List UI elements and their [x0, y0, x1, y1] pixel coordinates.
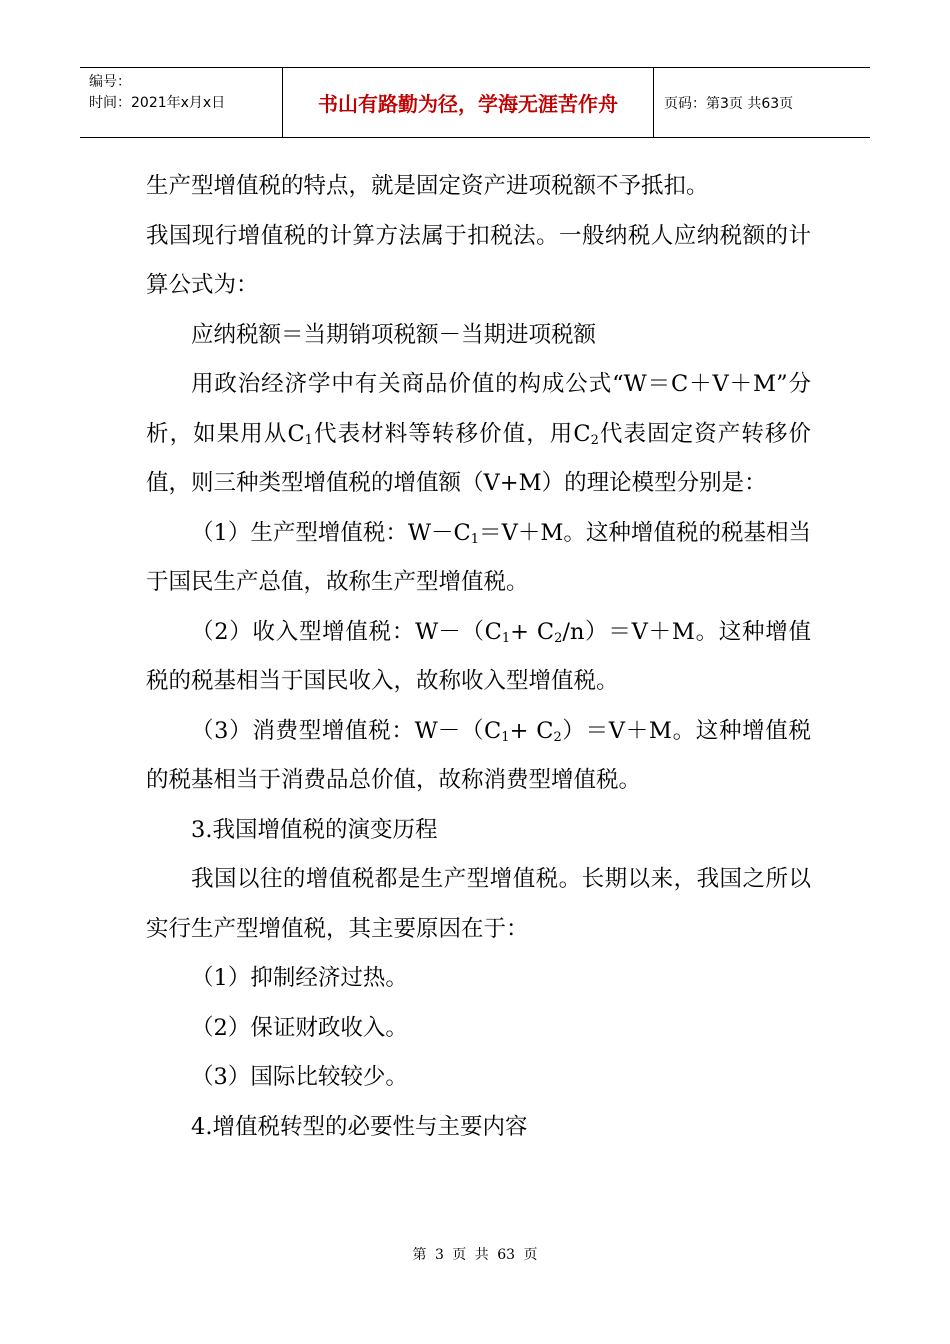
subscript: 2	[590, 432, 599, 448]
paragraph: 我国以往的增值税都是生产型增值税。长期以来，我国之所以实行生产型增值税，其主要原因在于：	[146, 866, 811, 942]
text-run: 代表材料等转移价值，用C	[312, 420, 591, 447]
header-meta	[80, 68, 282, 137]
list-item: （1）抑制经济过热。	[191, 965, 408, 991]
subscript: 1	[501, 729, 510, 745]
document-time-label: 时间：2021年x月x日	[89, 95, 226, 111]
paragraph	[146, 509, 811, 608]
text-run: 用政治经济学中有关商品价值的构成公式“W＝C＋V＋M”分析，如果用从C	[146, 371, 811, 447]
section-heading: 4.增值税转型的必要性与主要内容	[191, 1113, 528, 1140]
list-item: （2）保证财政收入。	[191, 1014, 408, 1041]
text-run: （1）生产型增值税：W－C	[191, 519, 471, 546]
text-run: （3）消费型增值税：W－（C	[191, 717, 502, 744]
text-run: ）＝V＋M。这种增值税的税基相当于消费品总价值，故称消费型增值税。	[146, 717, 811, 793]
text-run: （2）收入型增值税：W－（C	[191, 618, 502, 645]
subscript: 1	[304, 432, 313, 448]
subscript: 2	[553, 729, 562, 745]
paragraph	[146, 360, 811, 509]
paragraph	[146, 707, 811, 806]
text-run: + C	[510, 618, 555, 645]
subscript: 2	[554, 630, 563, 646]
paragraph: 我国现行增值税的计算方法属于扣税法。一般纳税人应纳税额的计算公式为：	[146, 222, 811, 298]
paragraph	[146, 608, 811, 707]
document-body	[146, 162, 811, 1152]
section-heading: 3.我国增值税的演变历程	[191, 816, 438, 843]
text-run: ＝V＋M。这种增值税的税基相当于国民生产总值，故称生产型增值税。	[146, 519, 811, 595]
text-run: + C	[509, 717, 554, 744]
list-item: （3）国际比较较少。	[191, 1064, 408, 1090]
header-motto: 书山有路勤为径，学海无涯苦作舟	[282, 68, 654, 137]
page-header	[80, 67, 870, 138]
formula-line: 应纳税额＝当期销项税额－当期进项税额	[191, 321, 597, 348]
document-number-label: 编号：	[89, 74, 131, 90]
page-footer: 第 3 页 共 63 页	[412, 1247, 538, 1263]
text-run: /n）＝V＋M。这种增值税的税基相当于国民收入，故称收入型增值税。	[146, 618, 811, 694]
text-run: 代表固定资产转移价值，则三种类型增值税的增值额（V+M）的理论模型分别是：	[146, 420, 812, 496]
header-page-info: 页码：第3页 共63页	[664, 95, 794, 112]
subscript: 1	[501, 630, 511, 646]
subscript: 1	[470, 531, 480, 547]
paragraph: 生产型增值税的特点，就是固定资产进项税额不予抵扣。	[146, 173, 709, 199]
